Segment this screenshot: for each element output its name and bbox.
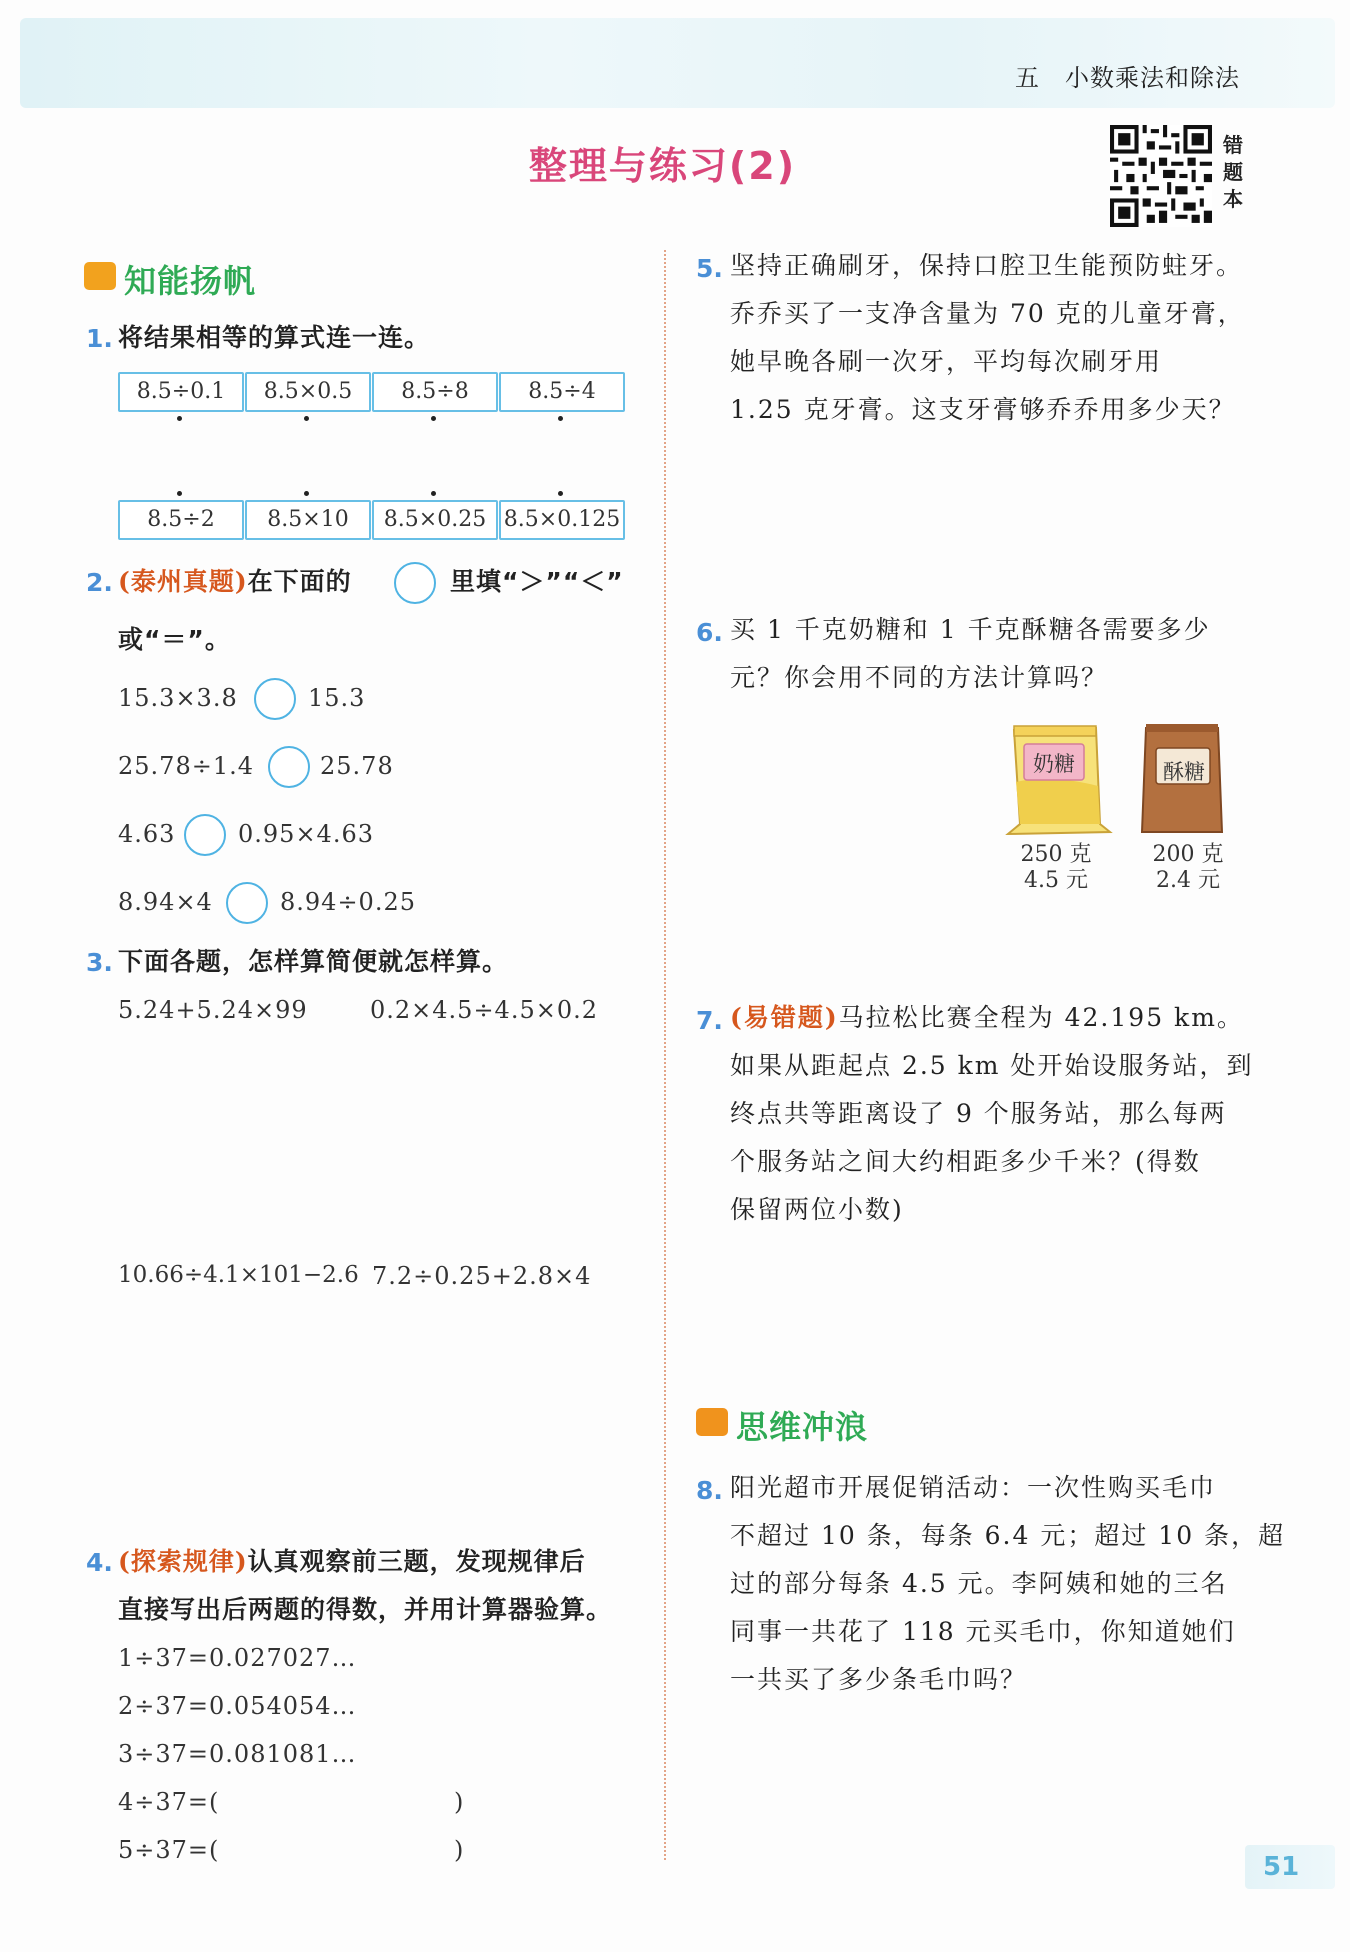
connect-dot[interactable] bbox=[304, 416, 309, 421]
pattern-line: 5÷37=( bbox=[118, 1836, 220, 1864]
calc-expression: 7.2÷0.25+2.8×4 bbox=[372, 1262, 592, 1290]
calc-expression: 10.66÷4.1×101−2.6 bbox=[118, 1262, 359, 1288]
compare-right: 8.94÷0.25 bbox=[280, 888, 416, 916]
connect-dot[interactable] bbox=[431, 491, 436, 496]
compare-right: 25.78 bbox=[320, 752, 394, 780]
question-7-text bbox=[730, 994, 1253, 1234]
text-line: 终点共等距离设了 9 个服务站，那么每两 bbox=[730, 1099, 1227, 1128]
question-tag: (探索规律) bbox=[118, 1547, 248, 1576]
candy-weight: 200 克 bbox=[1152, 842, 1224, 867]
text-line: 过的部分每条 4.5 元。李阿姨和她的三名 bbox=[730, 1569, 1228, 1598]
wave-icon bbox=[696, 1408, 728, 1436]
connect-dot[interactable] bbox=[558, 491, 563, 496]
pattern-line: 3÷37=0.081081… bbox=[118, 1740, 357, 1768]
question-number: 2. bbox=[86, 568, 113, 597]
match-box-bottom[interactable]: 8.5×0.25 bbox=[372, 500, 498, 540]
text-line: 买 1 千克奶糖和 1 千克酥糖各需要多少 bbox=[730, 615, 1211, 644]
text-line-content: 马拉松比赛全程为 42.195 km。 bbox=[838, 1003, 1244, 1032]
pattern-line: 4÷37=( bbox=[118, 1788, 220, 1816]
text-line: 个服务站之间大约相距多少千米？(得数 bbox=[730, 1147, 1201, 1176]
question-number: 3. bbox=[86, 948, 113, 977]
question-tag: (易错题) bbox=[730, 1003, 839, 1032]
answer-blank-close[interactable]: ) bbox=[454, 1836, 464, 1864]
question-8-text bbox=[730, 1464, 1285, 1704]
text-line: 坚持正确刷牙，保持口腔卫生能预防蛀牙。 bbox=[730, 251, 1244, 280]
candy-weight: 250 克 bbox=[1020, 842, 1092, 867]
question-4-text: 认真观察前三题，发现规律后 bbox=[247, 1547, 586, 1576]
question-4-line1 bbox=[118, 1538, 586, 1586]
question-4-line2: 直接写出后两题的得数，并用计算器验算。 bbox=[118, 1595, 613, 1624]
compare-left: 25.78÷1.4 bbox=[118, 752, 254, 780]
pattern-line: 1÷37=0.027027… bbox=[118, 1644, 357, 1672]
text-line: 如果从距起点 2.5 km 处开始设服务站，到 bbox=[730, 1051, 1254, 1080]
question-number: 7. bbox=[696, 1006, 723, 1035]
qr-label-char: 题 bbox=[1223, 160, 1243, 184]
milk-candy-bag-icon bbox=[1000, 720, 1115, 840]
question-2-text-c: 或“＝”。 bbox=[118, 625, 231, 654]
connect-dot[interactable] bbox=[558, 416, 563, 421]
match-box-top[interactable]: 8.5÷4 bbox=[499, 372, 625, 412]
connect-dot[interactable] bbox=[177, 416, 182, 421]
calc-expression: 5.24+5.24×99 bbox=[118, 996, 308, 1024]
compare-circle-input[interactable] bbox=[184, 814, 226, 856]
compare-left: 4.63 bbox=[118, 820, 176, 848]
text-line: 元？你会用不同的方法计算吗？ bbox=[730, 663, 1109, 692]
answer-blank-close[interactable]: ) bbox=[454, 1788, 464, 1816]
chapter-label: 五 小数乘法和除法 bbox=[1015, 64, 1240, 92]
text-line: 1.25 克牙膏。这支牙膏够乔乔用多少天？ bbox=[730, 395, 1236, 424]
compare-left: 8.94×4 bbox=[118, 888, 213, 916]
page-number: 51 bbox=[1245, 1845, 1335, 1889]
text-line: 同事一共花了 118 元买毛巾，你知道她们 bbox=[730, 1617, 1236, 1646]
text-line bbox=[730, 994, 1253, 1042]
match-box-top[interactable]: 8.5×0.5 bbox=[245, 372, 371, 412]
calc-expression: 0.2×4.5÷4.5×0.2 bbox=[370, 996, 598, 1024]
connect-dot[interactable] bbox=[304, 491, 309, 496]
compare-circle-input[interactable] bbox=[226, 882, 268, 924]
section-heading-1: 知能扬帆 bbox=[124, 262, 257, 300]
candy-price: 4.5 元 bbox=[1024, 868, 1088, 893]
qr-code-icon[interactable] bbox=[1110, 125, 1212, 227]
section-heading-2: 思维冲浪 bbox=[736, 1408, 869, 1446]
compare-circle-input[interactable] bbox=[254, 678, 296, 720]
text-line: 一共买了多少条毛巾吗？ bbox=[730, 1665, 1028, 1694]
question-number: 4. bbox=[86, 1548, 113, 1577]
match-box-bottom[interactable]: 8.5×0.125 bbox=[499, 500, 625, 540]
question-2-line1 bbox=[118, 558, 352, 606]
question-6-text bbox=[730, 606, 1211, 702]
compare-right: 0.95×4.63 bbox=[238, 820, 374, 848]
text-line: 她早晚各刷一次牙，平均每次刷牙用 bbox=[730, 347, 1163, 376]
question-number: 5. bbox=[696, 254, 723, 283]
compare-circle-input[interactable] bbox=[268, 746, 310, 788]
question-number: 8. bbox=[696, 1476, 723, 1505]
question-3-text: 下面各题，怎样算简便就怎样算。 bbox=[118, 947, 509, 976]
text-line: 保留两位小数) bbox=[730, 1195, 904, 1224]
qr-label-char: 错 bbox=[1223, 133, 1243, 157]
compare-left: 15.3×3.8 bbox=[118, 684, 238, 712]
candy-name-label: 酥糖 bbox=[1163, 760, 1205, 784]
candy-name-label: 奶糖 bbox=[1033, 752, 1075, 776]
question-2-text-b: 里填“＞”“＜” bbox=[450, 567, 624, 596]
qr-label-char: 本 bbox=[1223, 187, 1243, 211]
question-number: 1. bbox=[86, 324, 113, 353]
question-1-text: 将结果相等的算式连一连。 bbox=[118, 323, 431, 352]
match-box-top[interactable]: 8.5÷0.1 bbox=[118, 372, 244, 412]
sailboat-icon bbox=[84, 262, 116, 290]
column-divider bbox=[664, 250, 666, 1860]
connect-dot[interactable] bbox=[431, 416, 436, 421]
pattern-line: 2÷37=0.054054… bbox=[118, 1692, 357, 1720]
compare-right: 15.3 bbox=[308, 684, 366, 712]
qr-label bbox=[1220, 132, 1246, 213]
question-2-text-a: 在下面的 bbox=[247, 567, 352, 596]
question-number: 6. bbox=[696, 618, 723, 647]
text-line: 阳光超市开展促销活动：一次性购买毛巾 bbox=[730, 1473, 1217, 1502]
text-line: 不超过 10 条，每条 6.4 元；超过 10 条，超 bbox=[730, 1521, 1286, 1550]
match-box-top[interactable]: 8.5÷8 bbox=[372, 372, 498, 412]
candy-price: 2.4 元 bbox=[1156, 868, 1220, 893]
page-title: 整理与练习(2) bbox=[528, 144, 797, 188]
answer-circle-example bbox=[394, 562, 436, 604]
match-box-bottom[interactable]: 8.5×10 bbox=[245, 500, 371, 540]
question-tag: (泰州真题) bbox=[118, 567, 248, 596]
text-line: 乔乔买了一支净含量为 70 克的儿童牙膏， bbox=[730, 299, 1245, 328]
question-5-text bbox=[730, 242, 1245, 434]
connect-dot[interactable] bbox=[177, 491, 182, 496]
match-box-bottom[interactable]: 8.5÷2 bbox=[118, 500, 244, 540]
